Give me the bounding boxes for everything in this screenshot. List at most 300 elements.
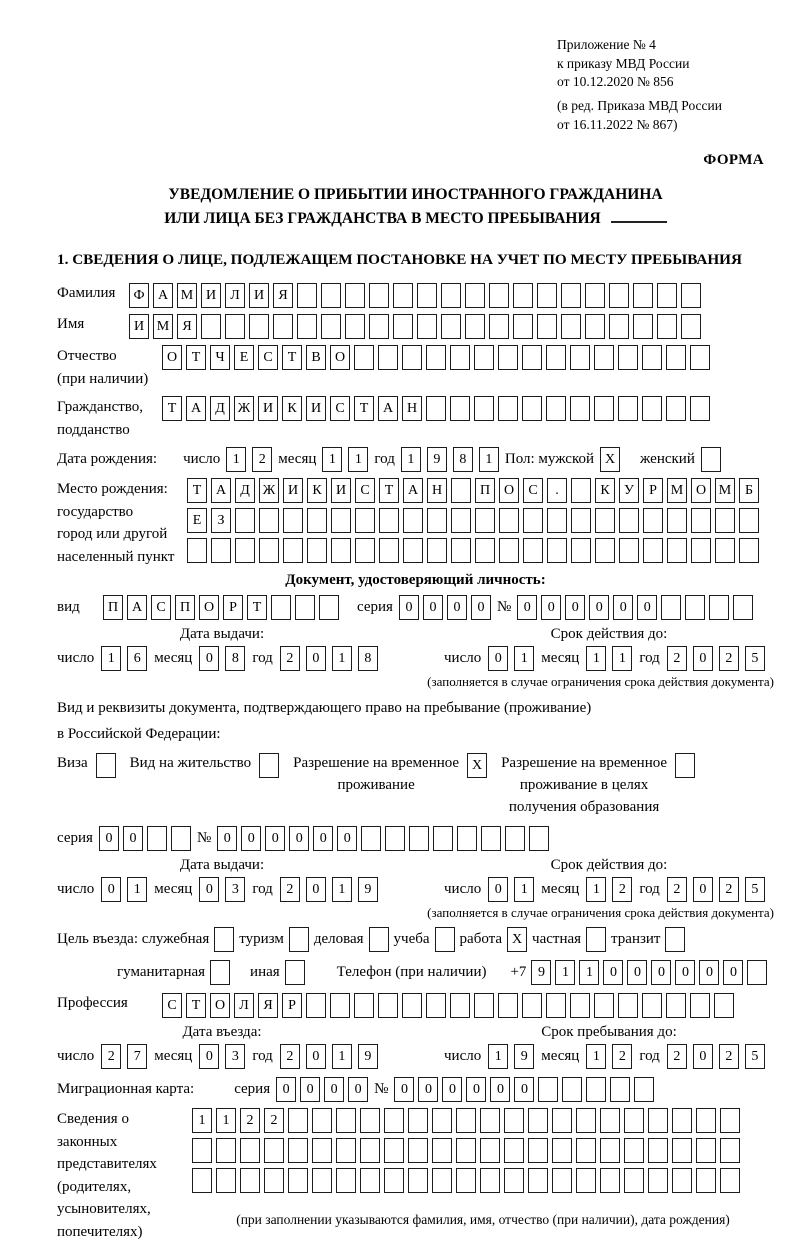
citizenship-char-box[interactable]: Т [354,396,374,421]
patronymic-char-box[interactable]: Т [282,345,302,370]
patronymic-char-box[interactable]: С [258,345,278,370]
birthplace-char-box[interactable] [187,538,207,563]
doc-seriya-box[interactable]: 0 [471,595,491,620]
permit-seriya-box[interactable]: 0 [123,826,143,851]
migration-number-box[interactable]: 0 [442,1077,462,1102]
purpose-commercial-checkbox[interactable] [369,927,389,952]
purpose-humanitarian-checkbox[interactable] [210,960,230,985]
surname-char-box[interactable] [369,283,389,308]
permit-valid-day-box[interactable]: 1 [514,877,534,902]
name-char-box[interactable] [393,314,413,339]
representative-char-box[interactable] [384,1138,404,1163]
name-char-box[interactable] [201,314,221,339]
doc-kind-char-box[interactable]: П [103,595,123,620]
surname-char-box[interactable] [681,283,701,308]
birthplace-char-box[interactable]: . [547,478,567,503]
birthplace-char-box[interactable] [643,538,663,563]
birthplace-char-box[interactable] [307,508,327,533]
surname-char-box[interactable] [297,283,317,308]
patronymic-char-box[interactable] [474,345,494,370]
doc-number-box[interactable]: 0 [565,595,585,620]
doc-seriya-box[interactable]: 0 [399,595,419,620]
profession-char-box[interactable] [546,993,566,1018]
permit-issue-year-box[interactable]: 2 [280,877,300,902]
patronymic-char-box[interactable] [450,345,470,370]
profession-char-box[interactable]: Л [234,993,254,1018]
doc-kind-char-box[interactable] [319,595,339,620]
representative-char-box[interactable] [312,1108,332,1133]
birthplace-char-box[interactable] [691,538,711,563]
doc-number-box[interactable] [661,595,681,620]
profession-char-box[interactable]: Т [186,993,206,1018]
profession-char-box[interactable] [330,993,350,1018]
name-char-box[interactable]: Я [177,314,197,339]
citizenship-char-box[interactable] [690,396,710,421]
name-char-box[interactable] [345,314,365,339]
representative-char-box[interactable] [336,1138,356,1163]
birthplace-char-box[interactable] [571,478,591,503]
representative-char-box[interactable] [264,1138,284,1163]
representative-char-box[interactable] [408,1168,428,1193]
surname-char-box[interactable] [321,283,341,308]
name-char-box[interactable]: И [129,314,149,339]
birthplace-char-box[interactable] [739,538,759,563]
representative-char-box[interactable] [336,1168,356,1193]
birthplace-char-box[interactable]: Д [235,478,255,503]
birthplace-char-box[interactable] [595,508,615,533]
profession-char-box[interactable] [354,993,374,1018]
profession-char-box[interactable] [522,993,542,1018]
name-char-box[interactable] [609,314,629,339]
stay-month-box[interactable]: 1 [586,1044,606,1069]
representative-char-box[interactable] [720,1168,740,1193]
birthplace-char-box[interactable]: Н [427,478,447,503]
name-char-box[interactable] [273,314,293,339]
surname-char-box[interactable]: М [177,283,197,308]
representative-char-box[interactable] [600,1108,620,1133]
doc-valid-year-box[interactable]: 5 [745,646,765,671]
citizenship-char-box[interactable]: Ж [234,396,254,421]
representative-char-box[interactable] [192,1138,212,1163]
migration-number-box[interactable] [586,1077,606,1102]
citizenship-char-box[interactable] [498,396,518,421]
surname-char-box[interactable]: Ф [129,283,149,308]
profession-char-box[interactable] [474,993,494,1018]
name-char-box[interactable] [585,314,605,339]
dob-day-box[interactable]: 1 [226,447,246,472]
representative-char-box[interactable] [312,1138,332,1163]
doc-valid-year-box[interactable]: 2 [719,646,739,671]
representative-char-box[interactable] [696,1138,716,1163]
birthplace-char-box[interactable]: Е [187,508,207,533]
representative-char-box[interactable] [480,1138,500,1163]
profession-char-box[interactable]: Р [282,993,302,1018]
profession-char-box[interactable]: Я [258,993,278,1018]
birthplace-char-box[interactable] [667,508,687,533]
birthplace-char-box[interactable] [523,508,543,533]
patronymic-char-box[interactable] [378,345,398,370]
birthplace-char-box[interactable] [307,538,327,563]
birthplace-char-box[interactable]: Б [739,478,759,503]
representative-char-box[interactable]: 2 [264,1108,284,1133]
surname-char-box[interactable] [489,283,509,308]
permit-number-box[interactable]: 0 [289,826,309,851]
surname-char-box[interactable]: И [249,283,269,308]
permit-issue-day-box[interactable]: 1 [127,877,147,902]
surname-char-box[interactable] [657,283,677,308]
birthplace-char-box[interactable] [595,538,615,563]
migration-number-box[interactable]: 0 [466,1077,486,1102]
birthplace-char-box[interactable]: И [283,478,303,503]
doc-valid-month-box[interactable]: 1 [612,646,632,671]
permit-valid-day-box[interactable]: 0 [488,877,508,902]
doc-valid-year-box[interactable]: 0 [693,646,713,671]
residence-permit-checkbox[interactable] [259,753,279,778]
name-char-box[interactable]: М [153,314,173,339]
name-char-box[interactable] [681,314,701,339]
citizenship-char-box[interactable]: К [282,396,302,421]
patronymic-char-box[interactable] [426,345,446,370]
purpose-tourism-checkbox[interactable] [289,927,309,952]
representative-char-box[interactable] [504,1108,524,1133]
entry-day-box[interactable]: 7 [127,1044,147,1069]
surname-char-box[interactable] [441,283,461,308]
representative-char-box[interactable]: 1 [192,1108,212,1133]
birthplace-char-box[interactable]: К [595,478,615,503]
birthplace-char-box[interactable]: З [211,508,231,533]
surname-char-box[interactable]: Л [225,283,245,308]
dob-year-box[interactable]: 1 [479,447,499,472]
phone-digit-box[interactable]: 1 [555,960,575,985]
birthplace-char-box[interactable] [331,538,351,563]
entry-year-box[interactable]: 9 [358,1044,378,1069]
name-char-box[interactable] [297,314,317,339]
patronymic-char-box[interactable]: В [306,345,326,370]
migration-number-box[interactable] [610,1077,630,1102]
surname-char-box[interactable] [393,283,413,308]
citizenship-char-box[interactable]: И [258,396,278,421]
name-char-box[interactable] [537,314,557,339]
doc-issue-year-box[interactable]: 8 [358,646,378,671]
representative-char-box[interactable] [672,1108,692,1133]
doc-issue-day-box[interactable]: 1 [101,646,121,671]
doc-kind-char-box[interactable]: А [127,595,147,620]
birthplace-char-box[interactable] [235,508,255,533]
birthplace-char-box[interactable] [499,508,519,533]
doc-valid-day-box[interactable]: 0 [488,646,508,671]
citizenship-char-box[interactable] [642,396,662,421]
birthplace-char-box[interactable]: О [499,478,519,503]
entry-day-box[interactable]: 2 [101,1044,121,1069]
representative-char-box[interactable] [264,1168,284,1193]
patronymic-char-box[interactable] [642,345,662,370]
migration-number-box[interactable]: 0 [418,1077,438,1102]
representative-char-box[interactable] [336,1108,356,1133]
birthplace-char-box[interactable] [715,508,735,533]
name-char-box[interactable] [417,314,437,339]
representative-char-box[interactable] [648,1168,668,1193]
representative-char-box[interactable] [360,1108,380,1133]
profession-char-box[interactable] [642,993,662,1018]
representative-char-box[interactable] [192,1168,212,1193]
doc-kind-char-box[interactable]: О [199,595,219,620]
female-checkbox[interactable] [701,447,721,472]
stay-year-box[interactable]: 0 [693,1044,713,1069]
dob-month-box[interactable]: 1 [348,447,368,472]
representative-char-box[interactable] [408,1108,428,1133]
phone-digit-box[interactable]: 0 [603,960,623,985]
birthplace-char-box[interactable]: Р [643,478,663,503]
birthplace-char-box[interactable] [427,508,447,533]
purpose-private-checkbox[interactable] [586,927,606,952]
representative-char-box[interactable] [240,1168,260,1193]
phone-digit-box[interactable]: 0 [699,960,719,985]
representative-char-box[interactable] [624,1138,644,1163]
birthplace-char-box[interactable] [739,508,759,533]
name-char-box[interactable] [369,314,389,339]
migration-number-box[interactable]: 0 [394,1077,414,1102]
patronymic-char-box[interactable]: О [162,345,182,370]
representative-char-box[interactable] [384,1168,404,1193]
birthplace-char-box[interactable] [691,508,711,533]
birthplace-char-box[interactable] [211,538,231,563]
birthplace-char-box[interactable] [667,538,687,563]
representative-char-box[interactable] [216,1138,236,1163]
profession-char-box[interactable] [426,993,446,1018]
representative-char-box[interactable] [504,1138,524,1163]
representative-char-box[interactable] [624,1168,644,1193]
dob-year-box[interactable]: 1 [401,447,421,472]
doc-number-box[interactable]: 0 [637,595,657,620]
birthplace-char-box[interactable] [523,538,543,563]
patronymic-char-box[interactable] [666,345,686,370]
citizenship-char-box[interactable] [618,396,638,421]
citizenship-char-box[interactable] [426,396,446,421]
representative-char-box[interactable] [576,1168,596,1193]
entry-year-box[interactable]: 1 [332,1044,352,1069]
permit-number-box[interactable]: 0 [265,826,285,851]
birthplace-char-box[interactable] [619,508,639,533]
birthplace-char-box[interactable] [619,538,639,563]
male-checkbox[interactable]: X [600,447,620,472]
name-char-box[interactable] [489,314,509,339]
representative-char-box[interactable] [456,1108,476,1133]
surname-char-box[interactable] [513,283,533,308]
purpose-study-checkbox[interactable] [435,927,455,952]
citizenship-char-box[interactable] [546,396,566,421]
representative-char-box[interactable] [480,1108,500,1133]
representative-char-box[interactable] [456,1138,476,1163]
profession-char-box[interactable] [450,993,470,1018]
migration-seriya-box[interactable]: 0 [300,1077,320,1102]
permit-valid-year-box[interactable]: 2 [719,877,739,902]
birthplace-char-box[interactable]: Т [187,478,207,503]
citizenship-char-box[interactable]: Н [402,396,422,421]
representative-char-box[interactable] [672,1138,692,1163]
birthplace-char-box[interactable] [547,508,567,533]
citizenship-char-box[interactable] [522,396,542,421]
visa-checkbox[interactable] [96,753,116,778]
citizenship-char-box[interactable] [570,396,590,421]
representative-char-box[interactable] [432,1138,452,1163]
representative-char-box[interactable] [720,1108,740,1133]
birthplace-char-box[interactable]: И [331,478,351,503]
citizenship-char-box[interactable] [594,396,614,421]
rvp-education-checkbox[interactable] [675,753,695,778]
representative-char-box[interactable] [312,1168,332,1193]
birthplace-char-box[interactable]: С [523,478,543,503]
surname-char-box[interactable]: И [201,283,221,308]
patronymic-char-box[interactable] [690,345,710,370]
patronymic-char-box[interactable] [498,345,518,370]
birthplace-char-box[interactable] [379,508,399,533]
doc-issue-day-box[interactable]: 6 [127,646,147,671]
permit-valid-month-box[interactable]: 2 [612,877,632,902]
profession-char-box[interactable]: О [210,993,230,1018]
representative-char-box[interactable] [600,1168,620,1193]
citizenship-char-box[interactable]: Т [162,396,182,421]
birthplace-char-box[interactable]: А [211,478,231,503]
phone-digit-box[interactable]: 0 [651,960,671,985]
name-char-box[interactable] [441,314,461,339]
doc-seriya-box[interactable]: 0 [447,595,467,620]
representative-char-box[interactable] [576,1108,596,1133]
representative-char-box[interactable] [456,1168,476,1193]
surname-char-box[interactable] [633,283,653,308]
representative-char-box[interactable] [288,1108,308,1133]
representative-char-box[interactable] [672,1168,692,1193]
entry-year-box[interactable]: 0 [306,1044,326,1069]
permit-valid-year-box[interactable]: 2 [667,877,687,902]
birthplace-char-box[interactable] [451,538,471,563]
birthplace-char-box[interactable]: К [307,478,327,503]
citizenship-char-box[interactable]: А [186,396,206,421]
birthplace-char-box[interactable] [643,508,663,533]
representative-char-box[interactable] [360,1138,380,1163]
doc-number-box[interactable] [733,595,753,620]
profession-char-box[interactable]: С [162,993,182,1018]
dob-year-box[interactable]: 8 [453,447,473,472]
birthplace-char-box[interactable]: Ж [259,478,279,503]
representative-char-box[interactable] [408,1138,428,1163]
doc-kind-char-box[interactable]: П [175,595,195,620]
patronymic-char-box[interactable] [546,345,566,370]
patronymic-char-box[interactable]: Е [234,345,254,370]
birthplace-char-box[interactable] [355,538,375,563]
patronymic-char-box[interactable]: Ч [210,345,230,370]
patronymic-char-box[interactable]: О [330,345,350,370]
stay-year-box[interactable]: 2 [667,1044,687,1069]
doc-issue-year-box[interactable]: 0 [306,646,326,671]
permit-number-box[interactable] [361,826,381,851]
representative-char-box[interactable] [240,1138,260,1163]
phone-digit-box[interactable]: 1 [579,960,599,985]
representative-char-box[interactable] [552,1138,572,1163]
representative-char-box[interactable] [528,1108,548,1133]
surname-char-box[interactable] [345,283,365,308]
name-char-box[interactable] [513,314,533,339]
permit-issue-month-box[interactable]: 3 [225,877,245,902]
dob-month-box[interactable]: 1 [322,447,342,472]
surname-char-box[interactable]: А [153,283,173,308]
citizenship-char-box[interactable]: И [306,396,326,421]
representative-char-box[interactable] [288,1168,308,1193]
representative-char-box[interactable] [576,1138,596,1163]
birthplace-char-box[interactable] [283,508,303,533]
citizenship-char-box[interactable]: Д [210,396,230,421]
permit-issue-day-box[interactable]: 0 [101,877,121,902]
representative-char-box[interactable]: 1 [216,1108,236,1133]
birthplace-char-box[interactable] [355,508,375,533]
stay-month-box[interactable]: 2 [612,1044,632,1069]
permit-number-box[interactable] [385,826,405,851]
surname-char-box[interactable] [585,283,605,308]
doc-number-box[interactable]: 0 [613,595,633,620]
representative-char-box[interactable] [288,1138,308,1163]
representative-char-box[interactable]: 2 [240,1108,260,1133]
permit-number-box[interactable] [529,826,549,851]
birthplace-char-box[interactable] [451,508,471,533]
name-char-box[interactable] [321,314,341,339]
permit-number-box[interactable] [409,826,429,851]
doc-kind-char-box[interactable]: С [151,595,171,620]
profession-char-box[interactable] [690,993,710,1018]
doc-kind-char-box[interactable]: Т [247,595,267,620]
birthplace-char-box[interactable] [547,538,567,563]
citizenship-char-box[interactable]: С [330,396,350,421]
permit-number-box[interactable]: 0 [241,826,261,851]
dob-year-box[interactable]: 9 [427,447,447,472]
migration-number-box[interactable]: 0 [514,1077,534,1102]
patronymic-char-box[interactable] [618,345,638,370]
name-char-box[interactable] [225,314,245,339]
permit-number-box[interactable] [433,826,453,851]
surname-char-box[interactable] [537,283,557,308]
birthplace-char-box[interactable] [571,508,591,533]
doc-issue-year-box[interactable]: 1 [332,646,352,671]
representative-char-box[interactable] [696,1108,716,1133]
representative-char-box[interactable] [552,1168,572,1193]
birthplace-char-box[interactable]: У [619,478,639,503]
representative-char-box[interactable] [432,1168,452,1193]
doc-number-box[interactable]: 0 [541,595,561,620]
representative-char-box[interactable] [720,1138,740,1163]
representative-char-box[interactable] [528,1138,548,1163]
permit-seriya-box[interactable]: 0 [99,826,119,851]
birthplace-char-box[interactable] [427,538,447,563]
permit-number-box[interactable] [481,826,501,851]
profession-char-box[interactable] [402,993,422,1018]
stay-day-box[interactable]: 9 [514,1044,534,1069]
doc-issue-month-box[interactable]: 0 [199,646,219,671]
name-char-box[interactable] [249,314,269,339]
representative-char-box[interactable] [552,1108,572,1133]
entry-year-box[interactable]: 2 [280,1044,300,1069]
phone-digit-box[interactable]: 9 [531,960,551,985]
birthplace-char-box[interactable] [475,538,495,563]
birthplace-char-box[interactable] [475,508,495,533]
permit-valid-year-box[interactable]: 5 [745,877,765,902]
surname-char-box[interactable] [465,283,485,308]
permit-seriya-box[interactable] [171,826,191,851]
migration-number-box[interactable] [538,1077,558,1102]
citizenship-char-box[interactable] [474,396,494,421]
profession-char-box[interactable] [618,993,638,1018]
phone-digit-box[interactable]: 0 [627,960,647,985]
permit-valid-month-box[interactable]: 1 [586,877,606,902]
birthplace-char-box[interactable] [571,538,591,563]
name-char-box[interactable] [657,314,677,339]
